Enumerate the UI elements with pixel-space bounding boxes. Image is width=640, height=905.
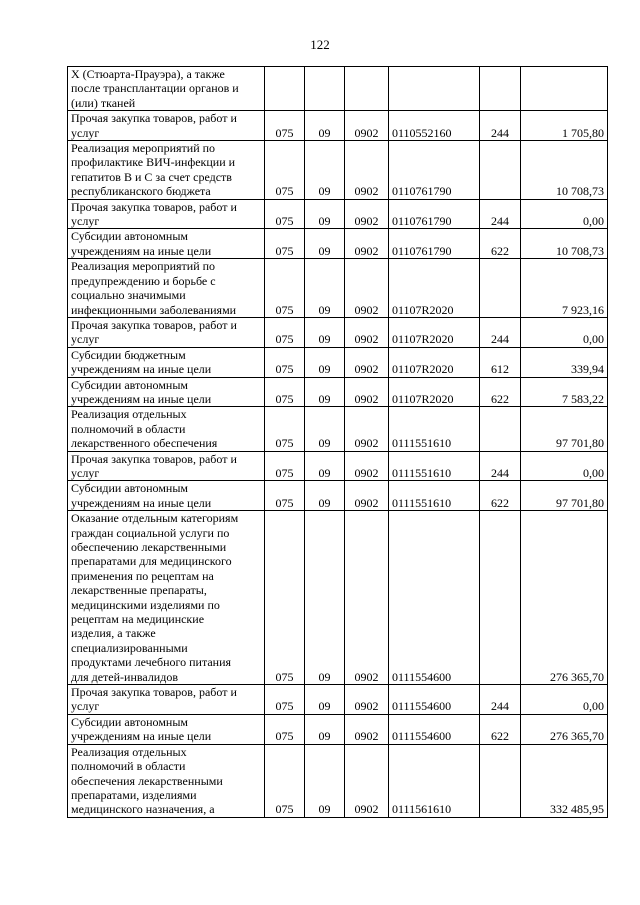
amount-cell: 0,00 (521, 317, 608, 347)
article-code-cell: 0110761790 (389, 141, 480, 200)
article-code-cell: 0111551610 (389, 481, 480, 511)
article-code-cell: 0111554600 (389, 714, 480, 744)
table-row (68, 685, 608, 715)
expense-type-cell (480, 407, 521, 451)
row-name-cell: Прочая закупка товаров, работ и услуг (68, 199, 265, 229)
subsection-code-cell: 0902 (345, 714, 389, 744)
row-name-cell: Реализация мероприятий по предупреждению и борьбе с социально значимыми инфекционными заболеваниями (68, 259, 265, 318)
amount-cell: 10 708,73 (521, 229, 608, 259)
article-code-cell: 0111561610 (389, 744, 480, 817)
subsection-code-cell: 0902 (345, 317, 389, 347)
subsection-code-cell (345, 67, 389, 111)
row-name-cell: Прочая закупка товаров, работ и услуг (68, 685, 265, 715)
expense-type-cell: 622 (480, 377, 521, 407)
amount-cell: 97 701,80 (521, 481, 608, 511)
amount-cell (521, 67, 608, 111)
row-name-cell: Субсидии автономным учреждениям на иные цели (68, 229, 265, 259)
subsection-code-cell: 0902 (345, 481, 389, 511)
table-row (68, 744, 608, 817)
table-row (68, 67, 608, 111)
amount-cell: 0,00 (521, 199, 608, 229)
table-row (68, 259, 608, 318)
article-code-cell: 0111554600 (389, 511, 480, 685)
row-name-cell: Субсидии бюджетным учреждениям на иные цели (68, 347, 265, 377)
expense-type-cell: 244 (480, 685, 521, 715)
section-code-cell: 09 (305, 259, 345, 318)
row-name-cell: Реализация отдельных полномочий в области лекарственного обеспечения (68, 407, 265, 451)
ministry-code-cell: 075 (265, 511, 305, 685)
article-code-cell: 0110761790 (389, 199, 480, 229)
subsection-code-cell: 0902 (345, 199, 389, 229)
ministry-code-cell: 075 (265, 481, 305, 511)
ministry-code-cell: 075 (265, 347, 305, 377)
amount-cell: 7 923,16 (521, 259, 608, 318)
expense-type-cell: 622 (480, 229, 521, 259)
expense-type-cell (480, 511, 521, 685)
section-code-cell (305, 67, 345, 111)
amount-cell: 0,00 (521, 451, 608, 481)
subsection-code-cell: 0902 (345, 451, 389, 481)
ministry-code-cell: 075 (265, 685, 305, 715)
row-name-cell: Х (Стюарта-Прауэра), а также после трансплантации органов и (или) тканей (68, 67, 265, 111)
table-row (68, 317, 608, 347)
amount-cell: 7 583,22 (521, 377, 608, 407)
budget-table-body (68, 67, 608, 818)
article-code-cell: 0111554600 (389, 685, 480, 715)
amount-cell: 10 708,73 (521, 141, 608, 200)
expense-type-cell: 244 (480, 111, 521, 141)
section-code-cell: 09 (305, 481, 345, 511)
expense-type-cell: 244 (480, 199, 521, 229)
row-name-cell: Прочая закупка товаров, работ и услуг (68, 111, 265, 141)
article-code-cell: 01107R2020 (389, 259, 480, 318)
article-code-cell: 01107R2020 (389, 377, 480, 407)
amount-cell: 276 365,70 (521, 511, 608, 685)
subsection-code-cell: 0902 (345, 377, 389, 407)
section-code-cell: 09 (305, 451, 345, 481)
table-row (68, 229, 608, 259)
amount-cell: 276 365,70 (521, 714, 608, 744)
section-code-cell: 09 (305, 714, 345, 744)
amount-cell: 332 485,95 (521, 744, 608, 817)
row-name-cell: Прочая закупка товаров, работ и услуг (68, 451, 265, 481)
table-row (68, 199, 608, 229)
amount-cell: 97 701,80 (521, 407, 608, 451)
section-code-cell: 09 (305, 511, 345, 685)
ministry-code-cell: 075 (265, 451, 305, 481)
row-name-cell: Субсидии автономным учреждениям на иные цели (68, 377, 265, 407)
ministry-code-cell: 075 (265, 714, 305, 744)
row-name-cell: Реализация отдельных полномочий в области обеспечения лекарственными препаратами, изделиями медицинского назначения, а (68, 744, 265, 817)
ministry-code-cell: 075 (265, 259, 305, 318)
subsection-code-cell: 0902 (345, 111, 389, 141)
subsection-code-cell: 0902 (345, 685, 389, 715)
section-code-cell: 09 (305, 229, 345, 259)
row-name-cell: Субсидии автономным учреждениям на иные цели (68, 481, 265, 511)
subsection-code-cell: 0902 (345, 407, 389, 451)
ministry-code-cell: 075 (265, 141, 305, 200)
section-code-cell: 09 (305, 407, 345, 451)
subsection-code-cell: 0902 (345, 744, 389, 817)
expense-type-cell: 622 (480, 714, 521, 744)
section-code-cell: 09 (305, 317, 345, 347)
ministry-code-cell: 075 (265, 229, 305, 259)
expense-type-cell: 612 (480, 347, 521, 377)
amount-cell: 339,94 (521, 347, 608, 377)
subsection-code-cell: 0902 (345, 141, 389, 200)
subsection-code-cell: 0902 (345, 259, 389, 318)
table-row (68, 407, 608, 451)
article-code-cell: 01107R2020 (389, 317, 480, 347)
expense-type-cell: 244 (480, 317, 521, 347)
table-row (68, 347, 608, 377)
table-row (68, 451, 608, 481)
ministry-code-cell: 075 (265, 377, 305, 407)
article-code-cell: 0111551610 (389, 451, 480, 481)
ministry-code-cell (265, 67, 305, 111)
ministry-code-cell: 075 (265, 317, 305, 347)
table-row (68, 377, 608, 407)
article-code-cell: 0111551610 (389, 407, 480, 451)
article-code-cell: 0110761790 (389, 229, 480, 259)
ministry-code-cell: 075 (265, 744, 305, 817)
article-code-cell: 01107R2020 (389, 347, 480, 377)
article-code-cell (389, 67, 480, 111)
row-name-cell: Оказание отдельным категориям граждан социальной услуги по обеспечению лекарственными препаратами для медицинского применения по рецептам на лекарственные препараты, медицинскими изделиями по рецептам на медицинские изделия, а также специализированными продуктами лечебного питания для детей-инвалидов (68, 511, 265, 685)
expense-type-cell (480, 744, 521, 817)
expense-type-cell (480, 259, 521, 318)
subsection-code-cell: 0902 (345, 229, 389, 259)
amount-cell: 0,00 (521, 685, 608, 715)
expense-type-cell: 622 (480, 481, 521, 511)
subsection-code-cell: 0902 (345, 347, 389, 377)
row-name-cell: Прочая закупка товаров, работ и услуг (68, 317, 265, 347)
section-code-cell: 09 (305, 141, 345, 200)
section-code-cell: 09 (305, 111, 345, 141)
section-code-cell: 09 (305, 199, 345, 229)
row-name-cell: Субсидии автономным учреждениям на иные цели (68, 714, 265, 744)
section-code-cell: 09 (305, 744, 345, 817)
ministry-code-cell: 075 (265, 199, 305, 229)
row-name-cell: Реализация мероприятий по профилактике ВИЧ-инфекции и гепатитов В и С за счет средств республиканского бюджета (68, 141, 265, 200)
page-number: 122 (310, 37, 330, 52)
section-code-cell: 09 (305, 377, 345, 407)
table-row (68, 111, 608, 141)
article-code-cell: 0110552160 (389, 111, 480, 141)
expense-type-cell (480, 67, 521, 111)
section-code-cell: 09 (305, 685, 345, 715)
section-code-cell: 09 (305, 347, 345, 377)
subsection-code-cell: 0902 (345, 511, 389, 685)
budget-table (67, 66, 608, 818)
ministry-code-cell: 075 (265, 111, 305, 141)
ministry-code-cell: 075 (265, 407, 305, 451)
table-row (68, 714, 608, 744)
expense-type-cell: 244 (480, 451, 521, 481)
table-row (68, 141, 608, 200)
table-row (68, 511, 608, 685)
table-row (68, 481, 608, 511)
expense-type-cell (480, 141, 521, 200)
amount-cell: 1 705,80 (521, 111, 608, 141)
